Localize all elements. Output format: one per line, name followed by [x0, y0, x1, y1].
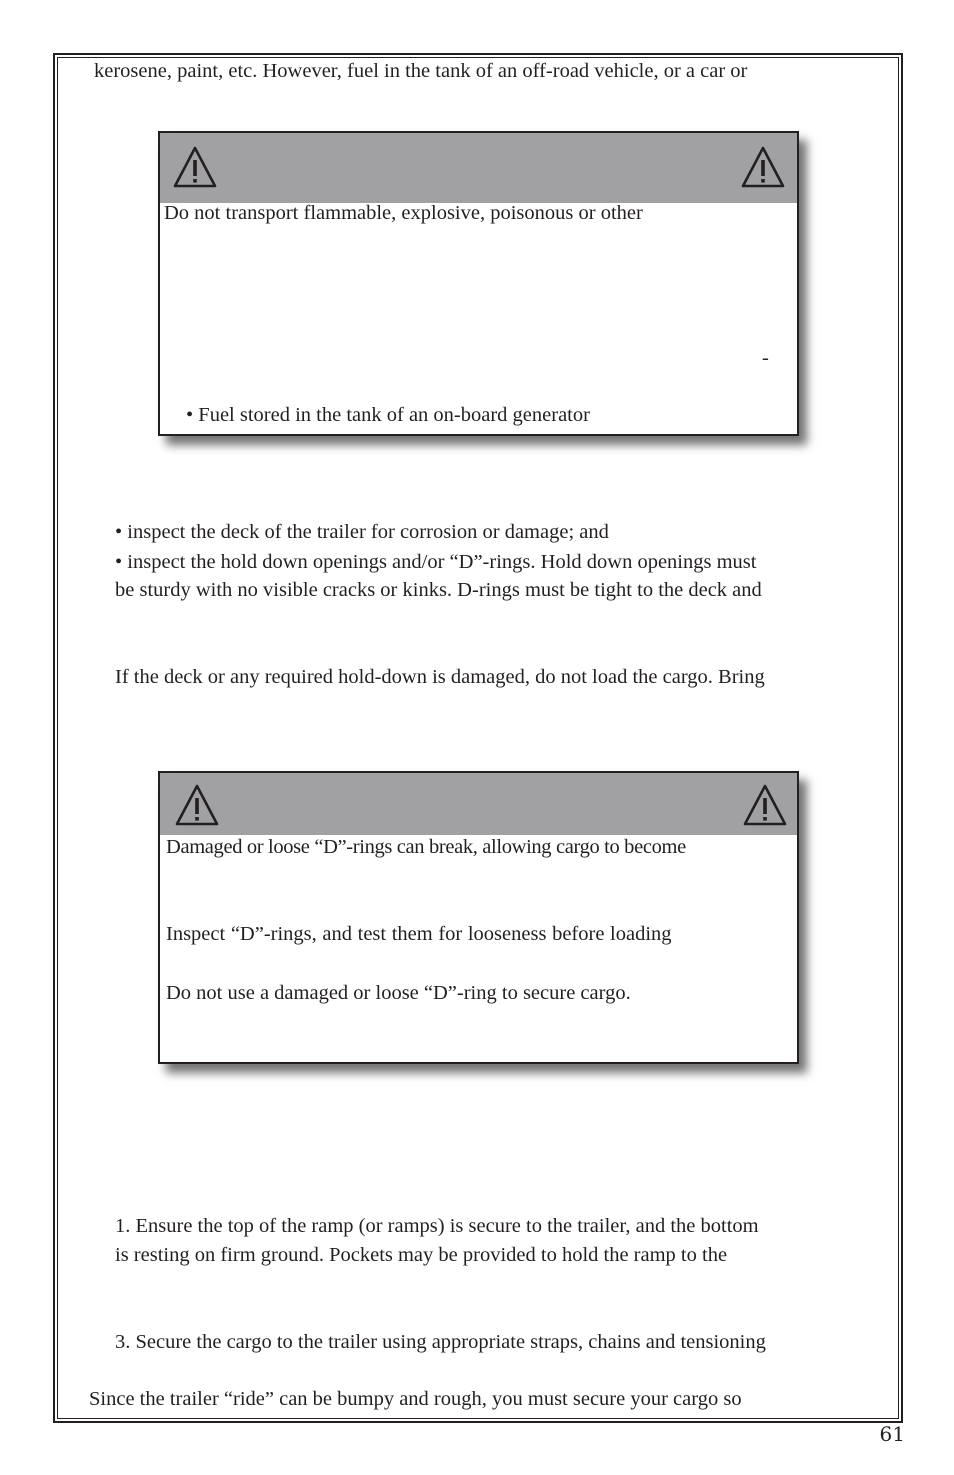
warning-triangle-icon	[172, 145, 218, 189]
loading-step-1-continued: is resting on firm ground. Pockets may be provided to hold the ramp to the	[115, 1244, 728, 1266]
warning-bullet-item: • Fuel stored in the tank of an on-board generator	[186, 404, 590, 426]
inspection-bullet-2-continued: be sturdy with no visible cracks or kinks. D-rings must be tight to the deck and	[115, 579, 762, 601]
warning-text-line: Do not use a damaged or loose “D”-ring to secure cargo.	[166, 982, 631, 1004]
page-number: 61	[879, 1422, 905, 1446]
warning-text-line: Do not transport flammable, explosive, poisonous or other	[164, 202, 643, 224]
inspection-bullet-2: • inspect the hold down openings and/or “D”-rings. Hold down openings must	[115, 551, 757, 573]
warning-triangle-icon	[174, 783, 220, 827]
loading-step-3: 3. Secure the cargo to the trailer using appropriate straps, chains and tensioning	[115, 1331, 766, 1353]
loading-step-1: 1. Ensure the top of the ramp (or ramps) is secure to the trailer, and the bottom	[115, 1215, 759, 1237]
warning-text-line: Damaged or loose “D”-rings can break, allowing cargo to become	[166, 836, 686, 858]
securing-cargo-paragraph: Since the trailer “ride” can be bumpy and rough, you must secure your cargo so	[89, 1388, 742, 1410]
top-paragraph-line: kerosene, paint, etc. However, fuel in the tank of an off-road vehicle, or a car or	[94, 60, 748, 82]
warning-header-bar	[160, 773, 797, 835]
damaged-deck-note: If the deck or any required hold-down is damaged, do not load the cargo. Bring	[115, 666, 765, 688]
d-ring-warning-box	[158, 771, 799, 1064]
flammable-warning-box	[158, 131, 799, 436]
warning-text-line: Inspect “D”-rings, and test them for looseness before loading	[166, 923, 672, 945]
warning-triangle-icon	[740, 145, 786, 189]
warning-header-bar	[160, 133, 797, 203]
warning-triangle-icon	[742, 783, 788, 827]
warning-text-hyphen: -	[762, 347, 769, 369]
inspection-bullet-1: • inspect the deck of the trailer for corrosion or damage; and	[115, 521, 609, 543]
